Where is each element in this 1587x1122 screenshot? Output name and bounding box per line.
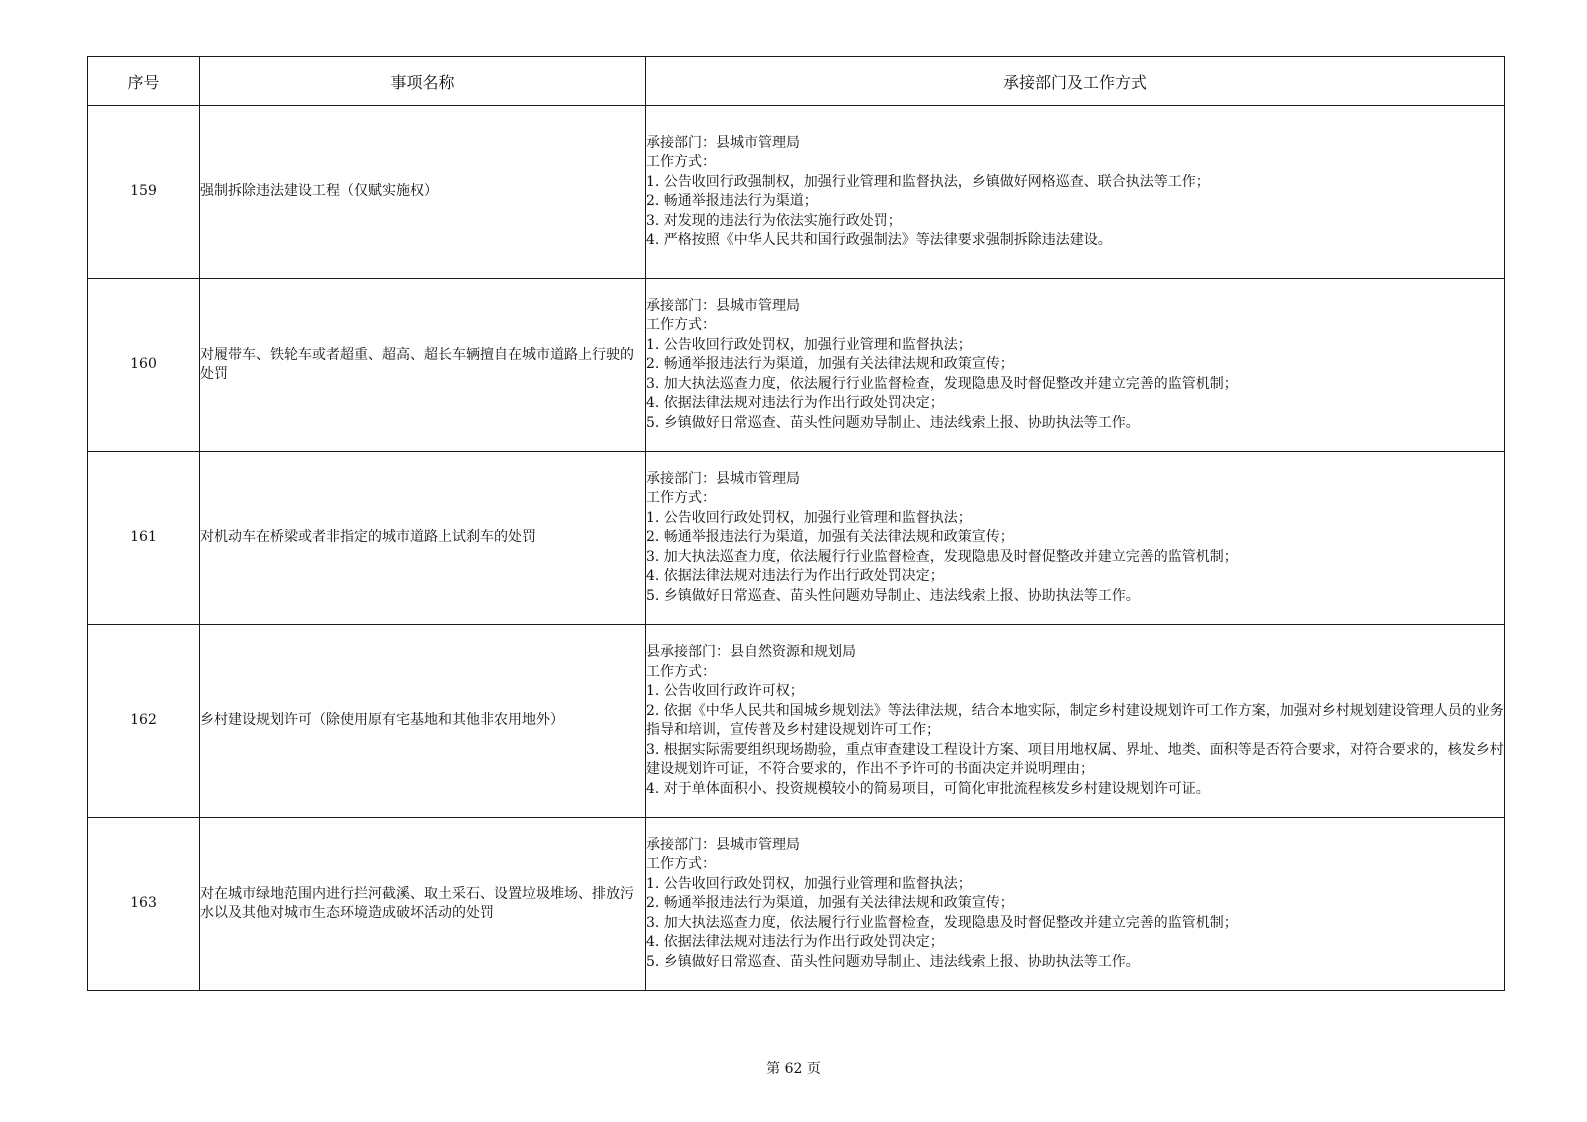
dept-line: 承接部门：县城市管理局	[646, 470, 800, 487]
row-item-name: 强制拆除违法建设工程（仅赋实施权）	[200, 106, 646, 279]
dept-line: 2. 依据《中华人民共和国城乡规划法》等法律法规，结合本地实际，制定乡村建设规划许可工作方案，加强对乡村规划建设管理人员的业务指导和培训，宣传普及乡村建设规划许可工作；	[646, 702, 1504, 738]
dept-line: 1. 公告收回行政许可权；	[646, 683, 804, 699]
table-row	[88, 625, 1505, 818]
dept-line: 工作方式：	[646, 317, 716, 334]
row-serial-number: 159	[88, 106, 200, 279]
row-serial-number: 162	[88, 625, 200, 818]
row-item-name: 对机动车在桥梁或者非指定的城市道路上试刹车的处罚	[200, 452, 646, 625]
dept-line: 4. 依据法律法规对违法行为作出行政处罚决定；	[646, 395, 944, 412]
dept-line: 承接部门：县城市管理局	[646, 134, 800, 151]
table-header-row	[88, 57, 1505, 106]
dept-line: 承接部门：县城市管理局	[646, 297, 800, 314]
dept-line: 县承接部门：县自然资源和规划局	[646, 644, 856, 660]
dept-line: 4. 依据法律法规对违法行为作出行政处罚决定；	[646, 934, 944, 951]
row-item-name: 乡村建设规划许可（除使用原有宅基地和其他非农用地外）	[200, 625, 646, 818]
dept-line: 2. 畅通举报违法行为渠道，加强有关法律法规和政策宣传；	[646, 356, 1014, 373]
row-department-method	[646, 279, 1505, 452]
dept-line: 4. 依据法律法规对违法行为作出行政处罚决定；	[646, 568, 944, 585]
row-department-method	[646, 625, 1505, 818]
dept-line: 承接部门：县城市管理局	[646, 836, 800, 853]
table-row	[88, 818, 1505, 991]
row-serial-number: 160	[88, 279, 200, 452]
dept-line: 4. 严格按照《中华人民共和国行政强制法》等法律要求强制拆除违法建设。	[646, 232, 1112, 248]
dept-line: 3. 加大执法巡查力度，依法履行行业监督检查，发现隐患及时督促整改并建立完善的监管机制；	[646, 914, 1238, 931]
items-table	[87, 56, 1505, 991]
row-serial-number: 163	[88, 818, 200, 991]
dept-line: 3. 对发现的违法行为依法实施行政处罚；	[646, 212, 902, 229]
dept-line: 1. 公告收回行政处罚权，加强行业管理和监督执法；	[646, 509, 972, 526]
dept-line: 2. 畅通举报违法行为渠道，加强有关法律法规和政策宣传；	[646, 895, 1014, 912]
table-row	[88, 279, 1505, 452]
dept-line: 5. 乡镇做好日常巡查、苗头性问题劝导制止、违法线索上报、协助执法等工作。	[646, 414, 1140, 431]
table-row	[88, 452, 1505, 625]
dept-line: 工作方式：	[646, 154, 716, 170]
row-department-method	[646, 818, 1505, 991]
header-item-name: 事项名称	[200, 57, 646, 106]
dept-line: 2. 畅通举报违法行为渠道，加强有关法律法规和政策宣传；	[646, 529, 1014, 546]
dept-line: 1. 公告收回行政处罚权，加强行业管理和监督执法；	[646, 875, 972, 892]
row-serial-number: 161	[88, 452, 200, 625]
dept-line: 工作方式：	[646, 856, 716, 873]
row-department-method	[646, 452, 1505, 625]
header-department-and-method: 承接部门及工作方式	[646, 57, 1505, 106]
dept-line: 工作方式：	[646, 663, 716, 680]
dept-line: 4. 对于单体面积小、投资规模较小的简易项目，可简化审批流程核发乡村建设规划许可证。	[646, 780, 1210, 797]
row-department-method	[646, 106, 1505, 279]
dept-line: 1. 公告收回行政强制权，加强行业管理和监督执法，乡镇做好网格巡查、联合执法等工作；	[646, 173, 1210, 190]
dept-line: 2. 畅通举报违法行为渠道；	[646, 193, 818, 209]
dept-line: 3. 根据实际需要组织现场勘验，重点审查建设工程设计方案、项目用地权属、界址、地类、面积等是否符合要求，对符合要求的，核发乡村建设规划许可证，不符合要求的，作出不予许可的书面决定并说明理由；	[646, 741, 1504, 777]
dept-line: 工作方式：	[646, 490, 716, 507]
header-serial-number: 序号	[88, 57, 200, 106]
dept-line: 3. 加大执法巡查力度，依法履行行业监督检查，发现隐患及时督促整改并建立完善的监管机制；	[646, 375, 1238, 392]
dept-line: 5. 乡镇做好日常巡查、苗头性问题劝导制止、违法线索上报、协助执法等工作。	[646, 587, 1140, 604]
table-row	[88, 106, 1505, 279]
page-number: 第 62 页	[766, 1061, 821, 1077]
row-item-name: 对履带车、铁轮车或者超重、超高、超长车辆擅自在城市道路上行驶的处罚	[200, 279, 646, 452]
dept-line: 3. 加大执法巡查力度，依法履行行业监督检查，发现隐患及时督促整改并建立完善的监管机制；	[646, 548, 1238, 565]
dept-line: 5. 乡镇做好日常巡查、苗头性问题劝导制止、违法线索上报、协助执法等工作。	[646, 953, 1140, 970]
row-item-name: 对在城市绿地范围内进行拦河截溪、取土采石、设置垃圾堆场、排放污水以及其他对城市生态环境造成破坏活动的处罚	[200, 818, 646, 991]
dept-line: 1. 公告收回行政处罚权，加强行业管理和监督执法；	[646, 336, 972, 353]
